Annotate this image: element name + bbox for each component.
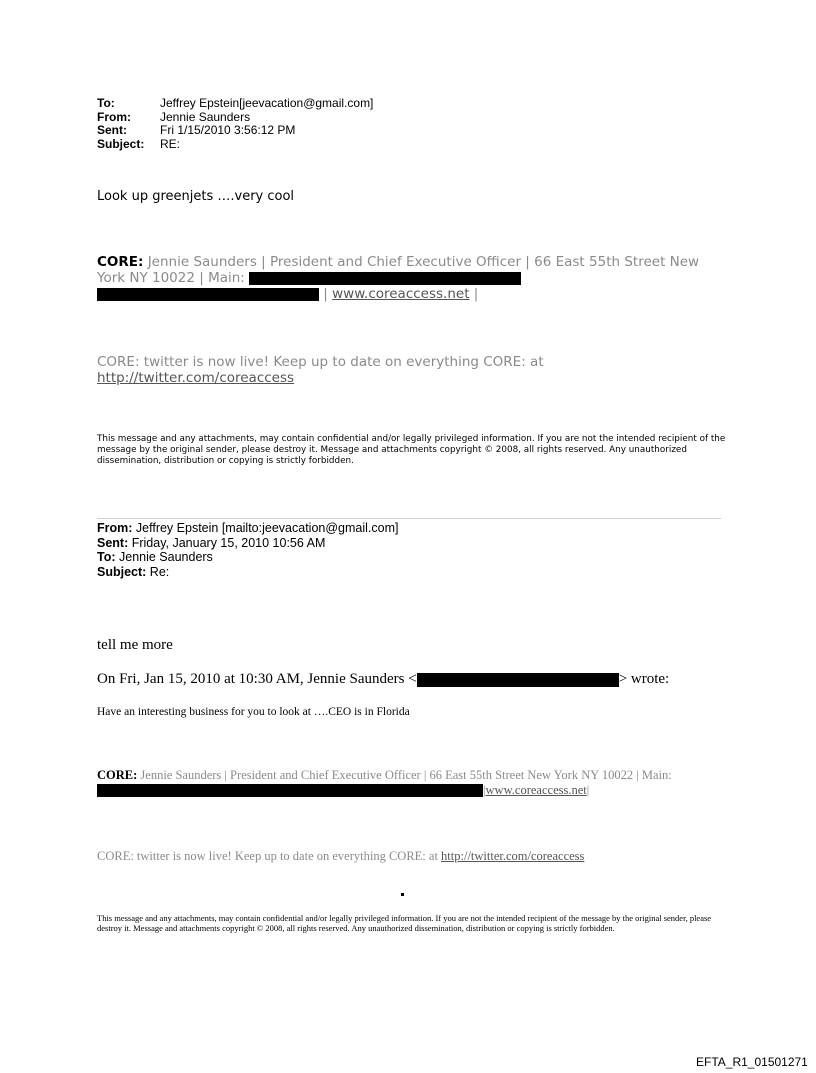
sent-value: Fri 1/15/2010 3:56:12 PM [160, 123, 296, 137]
quoted-website-link[interactable]: www.coreaccess.net [485, 783, 587, 797]
document-id: EFTA_R1_01501271 [696, 1055, 808, 1069]
subject-row [97, 138, 373, 152]
twitter-note [97, 354, 727, 386]
signature-block [97, 254, 727, 302]
fwd-to-value: Jennie Saunders [115, 550, 213, 564]
message-body: Look up greenjets ….very cool [97, 189, 295, 204]
quote-intro-end: > wrote: [618, 671, 670, 687]
quoted-core-label: CORE: [97, 768, 138, 782]
subject-value: RE: [160, 136, 181, 151]
quoted-separator: | [483, 783, 486, 797]
fwd-from-row [97, 521, 398, 536]
stray-dot [401, 893, 404, 896]
redaction-box [97, 784, 483, 797]
fwd-subject-label: Subject: [97, 564, 147, 579]
fwd-to-label: To: [97, 550, 116, 564]
quote-intro-start: On Fri, Jan 15, 2010 at 10:30 AM, Jennie Saunders < [97, 671, 417, 687]
signature-line: Jennie Saunders | President and Chief Executive Officer | 66 East 55th Street New York NY 10022 | Main: [97, 254, 700, 286]
sent-row [97, 124, 373, 138]
quoted-twitter-text: CORE: twitter is now live! Keep up to date on everything CORE: at [97, 849, 438, 863]
disclaimer: This message and any attachments, may contain confidential and/or legally privileged information. If you are not the intended recipient of the message by the original sender, please destroy it. Message and attachments copyright © 2008, all rights reserved. Any unauthorized dissemination, distribution or copying is strictly forbidden. [97, 434, 726, 466]
quoted-signature-block [97, 768, 727, 798]
quoted-signature-line2 [97, 783, 727, 798]
to-row [97, 97, 373, 111]
fwd-to-row [97, 550, 398, 565]
to-label: To: [97, 96, 115, 110]
fwd-from-label: From: [97, 521, 133, 535]
quoted-signature-line: Jennie Saunders | President and Chief Executive Officer | 66 East 55th Street New York NY 10022 | Main: [137, 768, 672, 782]
redaction-box [249, 272, 521, 285]
fwd-subject-row [97, 565, 398, 580]
sent-label: Sent: [97, 123, 127, 137]
quoted-separator-trail: | [586, 783, 590, 797]
from-label: From: [97, 109, 131, 124]
quote-intro [97, 671, 669, 688]
redaction-box [417, 673, 619, 687]
redaction-box [97, 288, 319, 301]
core-label: CORE: [97, 254, 144, 270]
quoted-twitter-link[interactable]: http://twitter.com/coreaccess [441, 849, 585, 863]
subject-label: Subject: [97, 136, 145, 151]
twitter-text: CORE: twitter is now live! Keep up to date on everything CORE: at [97, 354, 544, 370]
email-header [97, 97, 373, 151]
from-value: Jennie Saunders [160, 109, 251, 124]
fwd-sent-value: Friday, January 15, 2010 10:56 AM [128, 535, 326, 550]
reply-text: tell me more [97, 637, 173, 653]
quoted-disclaimer: This message and any attachments, may contain confidential and/or legally privileged information. If you are not the intended recipient of the message by the original sender, please destroy it. Message and attachments copyright © 2008, all rights reserved. Any unauthorized dissemination, distribution or copying is strictly forbidden. [97, 913, 712, 933]
to-value: Jeffrey Epstein[jeevacation@gmail.com] [160, 96, 374, 110]
fwd-sent-label: Sent: [97, 535, 129, 550]
fwd-from-value: Jeffrey Epstein [mailto:jeevacation@gmail.com] [132, 521, 399, 535]
quoted-twitter-note [97, 849, 584, 864]
divider [97, 518, 721, 519]
fwd-subject-value: Re: [146, 564, 170, 579]
forwarded-header [97, 521, 398, 579]
separator-trail: | [469, 286, 479, 302]
quoted-signature-line1 [97, 768, 727, 783]
twitter-link[interactable]: http://twitter.com/coreaccess [97, 370, 295, 386]
fwd-sent-row [97, 536, 398, 551]
separator: | [319, 286, 333, 302]
quoted-text: Have an interesting business for you to look at ….CEO is in Florida [97, 706, 410, 718]
from-row [97, 111, 373, 125]
website-link[interactable]: www.coreaccess.net [332, 286, 470, 302]
